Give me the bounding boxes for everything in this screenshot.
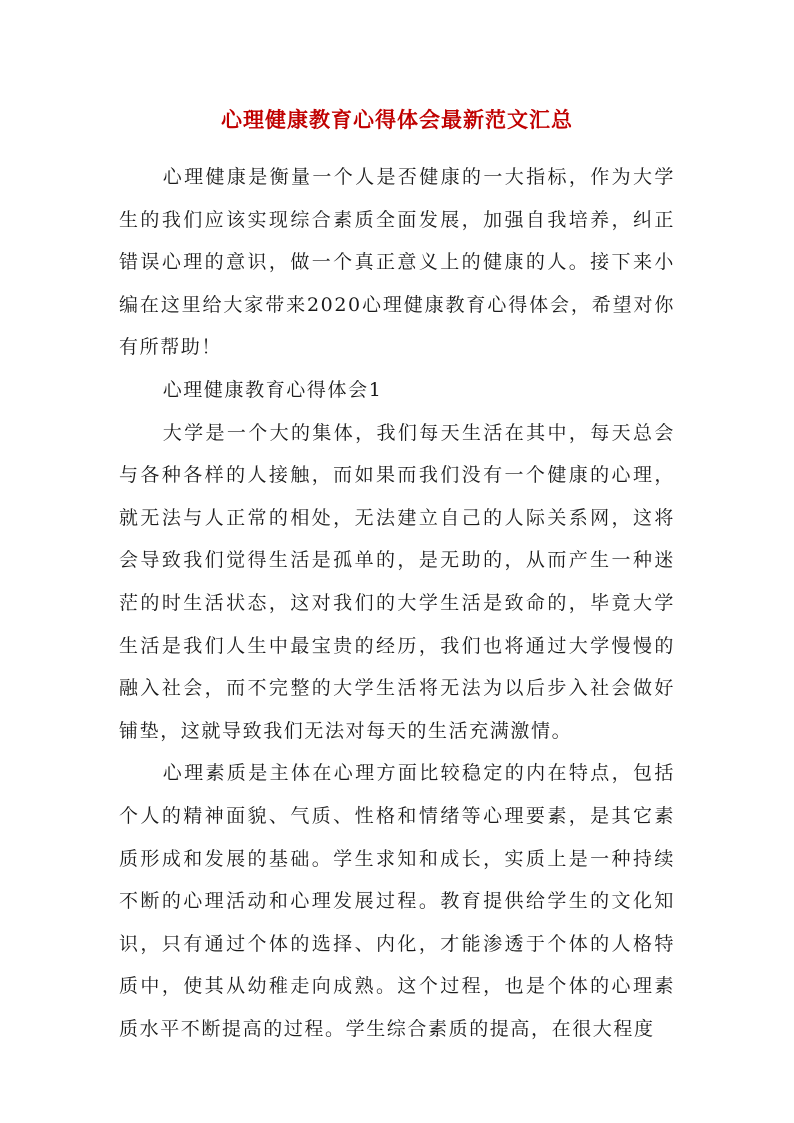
section-heading: 心理健康教育心得体会1 <box>162 378 383 401</box>
intro-paragraph: 心理健康是衡量一个人是否健康的一大指标，作为大学生的我们应该实现综合素质全面发展，加强自我培养，纠正错误心理的意识，做一个真正意义上的健康的人。接下来小编在这里给大家带来2020心理健康教育心得体会，希望对你有所帮助！ <box>119 166 675 359</box>
body-paragraph: 心理素质是主体在心理方面比较稳定的内在特点，包括个人的精神面貌、气质、性格和情绪等心理要素，是其它素质形成和发展的基础。学生求知和成长，实质上是一种持续不断的心理活动和心理发展过程。教育提供给学生的文化知识，只有通过个体的选择、内化，才能渗透于个体的人格特质中，使其从幼稚走向成熟。这个过程，也是个体的心理素质水平不断提高的过程。学生综合素质的提高，在很大程度 <box>119 762 675 1040</box>
document-title: 心理健康教育心得体会最新范文汇总 <box>221 107 573 132</box>
body-paragraph: 大学是一个大的集体，我们每天生活在其中，每天总会与各种各样的人接触，而如果而我们没有一个健康的心理，就无法与人正常的相处，无法建立自己的人际关系网，这将会导致我们觉得生活是孤单的，是无助的，从而产生一种迷茫的时生活状态，这对我们的大学生活是致命的，毕竟大学生活是我们人生中最宝贵的经历，我们也将通过大学慢慢的融入社会，而不完整的大学生活将无法为以后步入社会做好铺垫，这就导致我们无法对每天的生活充满激情。 <box>119 421 675 742</box>
document-body <box>119 156 675 1050</box>
